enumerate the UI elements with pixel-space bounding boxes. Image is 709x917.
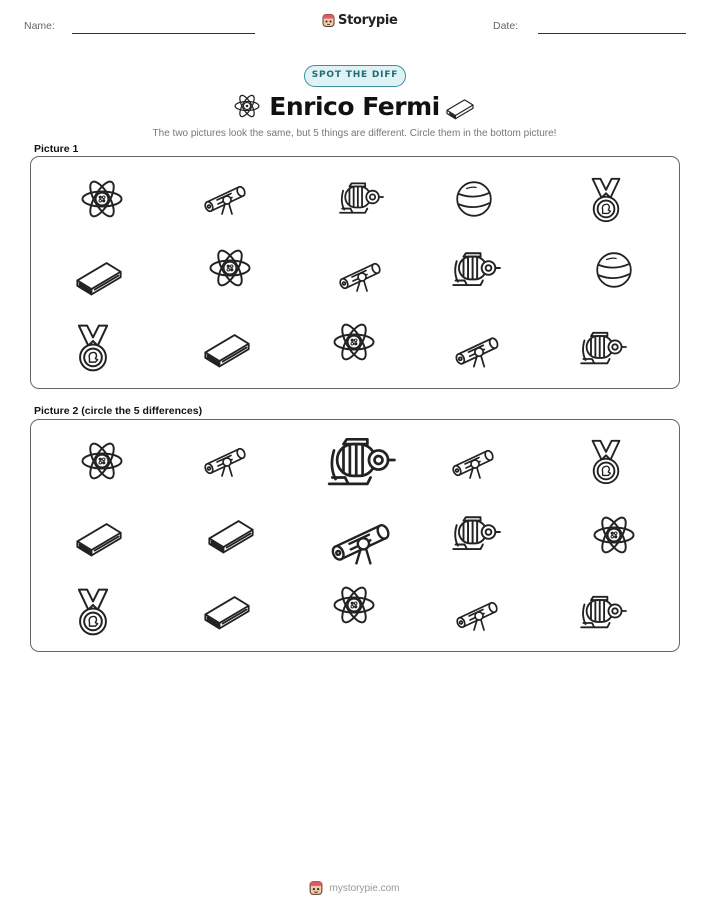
atom-icon: [207, 245, 253, 291]
book-icon[interactable]: [201, 587, 253, 631]
atom-icon[interactable]: [591, 512, 637, 558]
diploma-icon[interactable]: [446, 442, 502, 482]
footer: [0, 880, 709, 896]
atom-icon[interactable]: [331, 582, 377, 628]
atom-icon[interactable]: [79, 438, 125, 484]
book-icon: [201, 325, 253, 369]
motor-icon: [579, 325, 627, 369]
diploma-icon: [198, 178, 254, 218]
storypie-mascot-icon: [322, 13, 335, 28]
diploma-icon[interactable]: [326, 513, 398, 569]
medal-icon: [587, 175, 625, 225]
title-book-icon: [444, 94, 476, 120]
picture-2-label: Picture 2 (circle the 5 differences): [34, 405, 203, 417]
ball-icon: [593, 249, 635, 291]
medal-icon: [73, 322, 113, 374]
date-label: Date:: [493, 20, 519, 32]
motor-icon[interactable]: [326, 428, 396, 492]
motor-icon[interactable]: [579, 589, 627, 633]
instructions-text: The two pictures look the same, but 5 things are different. Circle them in the bottom picture!: [152, 128, 557, 139]
atom-icon: [79, 176, 125, 222]
page-title: Enrico Fermi: [269, 92, 440, 121]
date-line[interactable]: [538, 33, 686, 34]
medal-icon[interactable]: [587, 437, 625, 487]
medal-icon[interactable]: [73, 586, 113, 638]
motor-icon[interactable]: [451, 509, 501, 555]
name-label: Name:: [24, 20, 55, 32]
diploma-icon[interactable]: [452, 594, 504, 634]
picture-1-label: Picture 1: [34, 143, 79, 155]
motor-icon: [451, 245, 501, 291]
ball-icon: [453, 178, 495, 220]
footer-mascot-icon: [309, 880, 323, 896]
diploma-icon[interactable]: [198, 440, 254, 480]
motor-icon: [337, 176, 385, 218]
brand-logo: [322, 13, 398, 28]
atom-icon: [331, 319, 377, 365]
brand-name: Storypie: [338, 13, 398, 28]
diploma-icon: [336, 255, 386, 295]
footer-url: mystorypie.com: [329, 882, 400, 894]
spot-the-diff-badge: SPOT THE DIFF: [304, 65, 406, 87]
book-icon[interactable]: [73, 514, 125, 558]
name-line[interactable]: [72, 33, 255, 34]
book-icon: [73, 253, 125, 297]
book-icon[interactable]: [205, 511, 257, 555]
diploma-icon: [452, 329, 504, 371]
